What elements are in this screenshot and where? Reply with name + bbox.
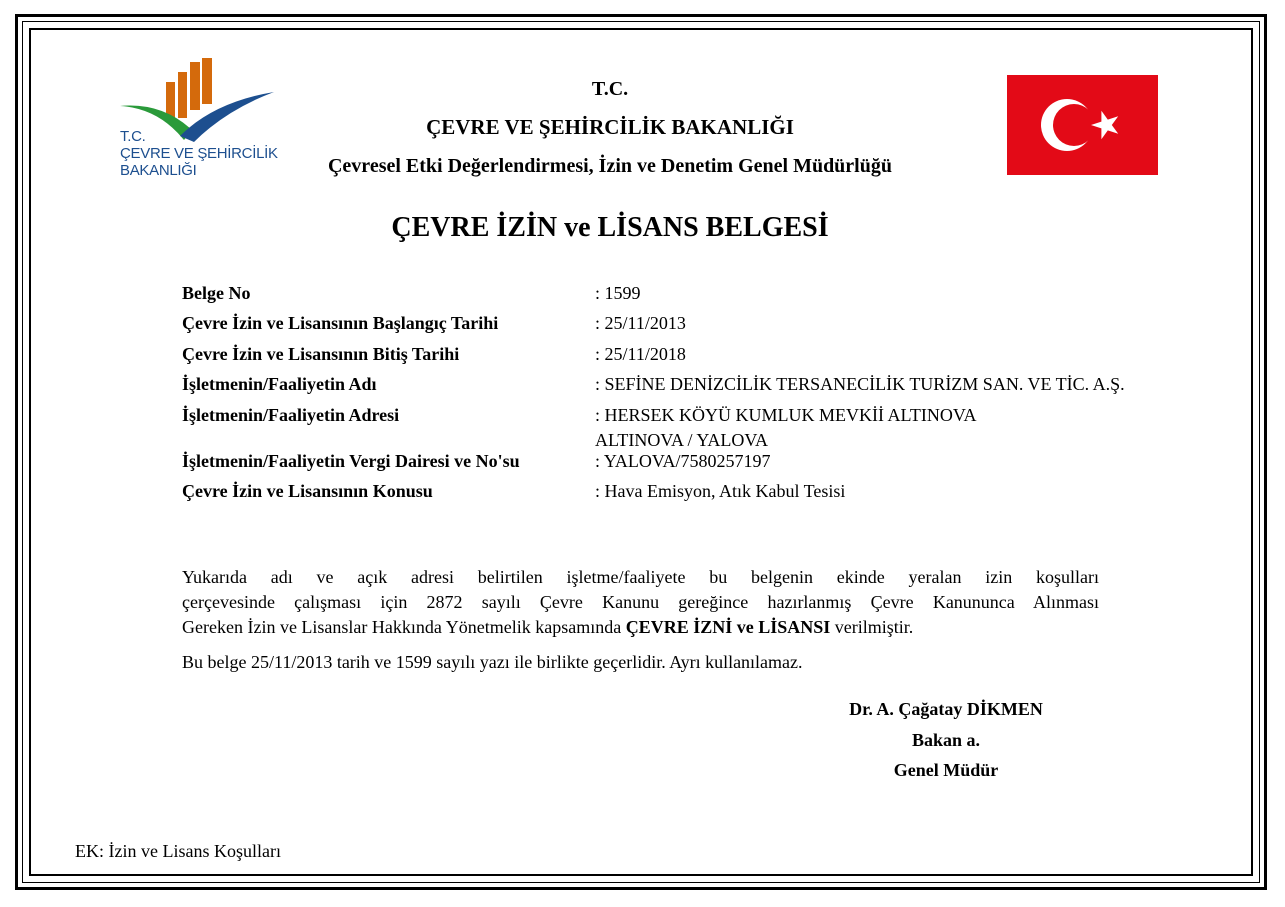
field-value-end-date: : 25/11/2018 <box>595 344 686 364</box>
field-label-facility-address: İşletmenin/Faaliyetin Adresi <box>182 405 400 425</box>
body-line-2: çerçevesinde çalışması için 2872 sayılı Çevre Kanunu gereğince hazırlanmış Çevre Kanununca Alınması <box>182 592 1099 612</box>
header-directorate: Çevresel Etki Değerlendirmesi, İzin ve Denetim Genel Müdürlüğü <box>327 155 892 177</box>
annex-note: EK: İzin ve Lisans Koşulları <box>75 841 281 861</box>
signatory-name: Dr. A. Çağatay DİKMEN <box>849 699 1043 719</box>
field-label-start-date: Çevre İzin ve Lisansının Başlangıç Tarihi <box>182 313 499 333</box>
logo-text-line2: ÇEVRE VE ŞEHİRCİLİK <box>120 145 278 162</box>
document-title: ÇEVRE İZİN ve LİSANS BELGESİ <box>391 212 829 243</box>
logo-text-line3: BAKANLIĞI <box>120 162 197 179</box>
field-label-document-no: Belge No <box>182 283 251 303</box>
field-value-tax-office: : YALOVA/7580257197 <box>595 451 771 471</box>
logo-text-line1: T.C. <box>120 128 146 145</box>
body-line-3-end: verilmiştir. <box>830 617 914 637</box>
body-line-1: Yukarıda adı ve açık adresi belirtilen işletme/faaliyete bu belgenin ekinde yeralan izin koşulları <box>182 567 1099 587</box>
body-line-3-start: Gereken İzin ve Lisanslar Hakkında Yönetmelik kapsamında <box>182 617 626 637</box>
field-label-facility-name: İşletmenin/Faaliyetin Adı <box>182 374 377 394</box>
field-label-tax-office: İşletmenin/Faaliyetin Vergi Dairesi ve No'su <box>182 451 520 471</box>
signatory-role: Bakan a. <box>911 730 981 750</box>
permit-highlight: ÇEVRE İZNİ ve LİSANSI <box>625 617 831 637</box>
field-value-facility-address-line2: ALTINOVA / YALOVA <box>595 430 769 450</box>
validity-statement: Bu belge 25/11/2013 tarih ve 1599 sayılı yazı ile birlikte geçerlidir. Ayrı kullanılamaz. <box>182 652 803 672</box>
signatory-title: Genel Müdür <box>893 760 999 780</box>
body-line-3 <box>182 615 1099 640</box>
field-value-facility-name: : SEFİNE DENİZCİLİK TERSANECİLİK TURİZM SAN. VE TİC. A.Ş. <box>595 374 1125 394</box>
header-ministry: ÇEVRE VE ŞEHİRCİLİK BAKANLIĞI <box>426 115 794 139</box>
field-value-start-date: : 25/11/2013 <box>595 313 686 333</box>
body-paragraph <box>182 565 1099 640</box>
field-value-subject: : Hava Emisyon, Atık Kabul Tesisi <box>595 481 846 501</box>
field-value-facility-address: : HERSEK KÖYÜ KUMLUK MEVKİİ ALTINOVA <box>595 405 977 425</box>
field-value-document-no: : 1599 <box>595 283 641 303</box>
field-label-subject: Çevre İzin ve Lisansının Konusu <box>182 481 433 501</box>
header-tc: T.C. <box>591 78 629 100</box>
field-label-end-date: Çevre İzin ve Lisansının Bitiş Tarihi <box>182 344 460 364</box>
